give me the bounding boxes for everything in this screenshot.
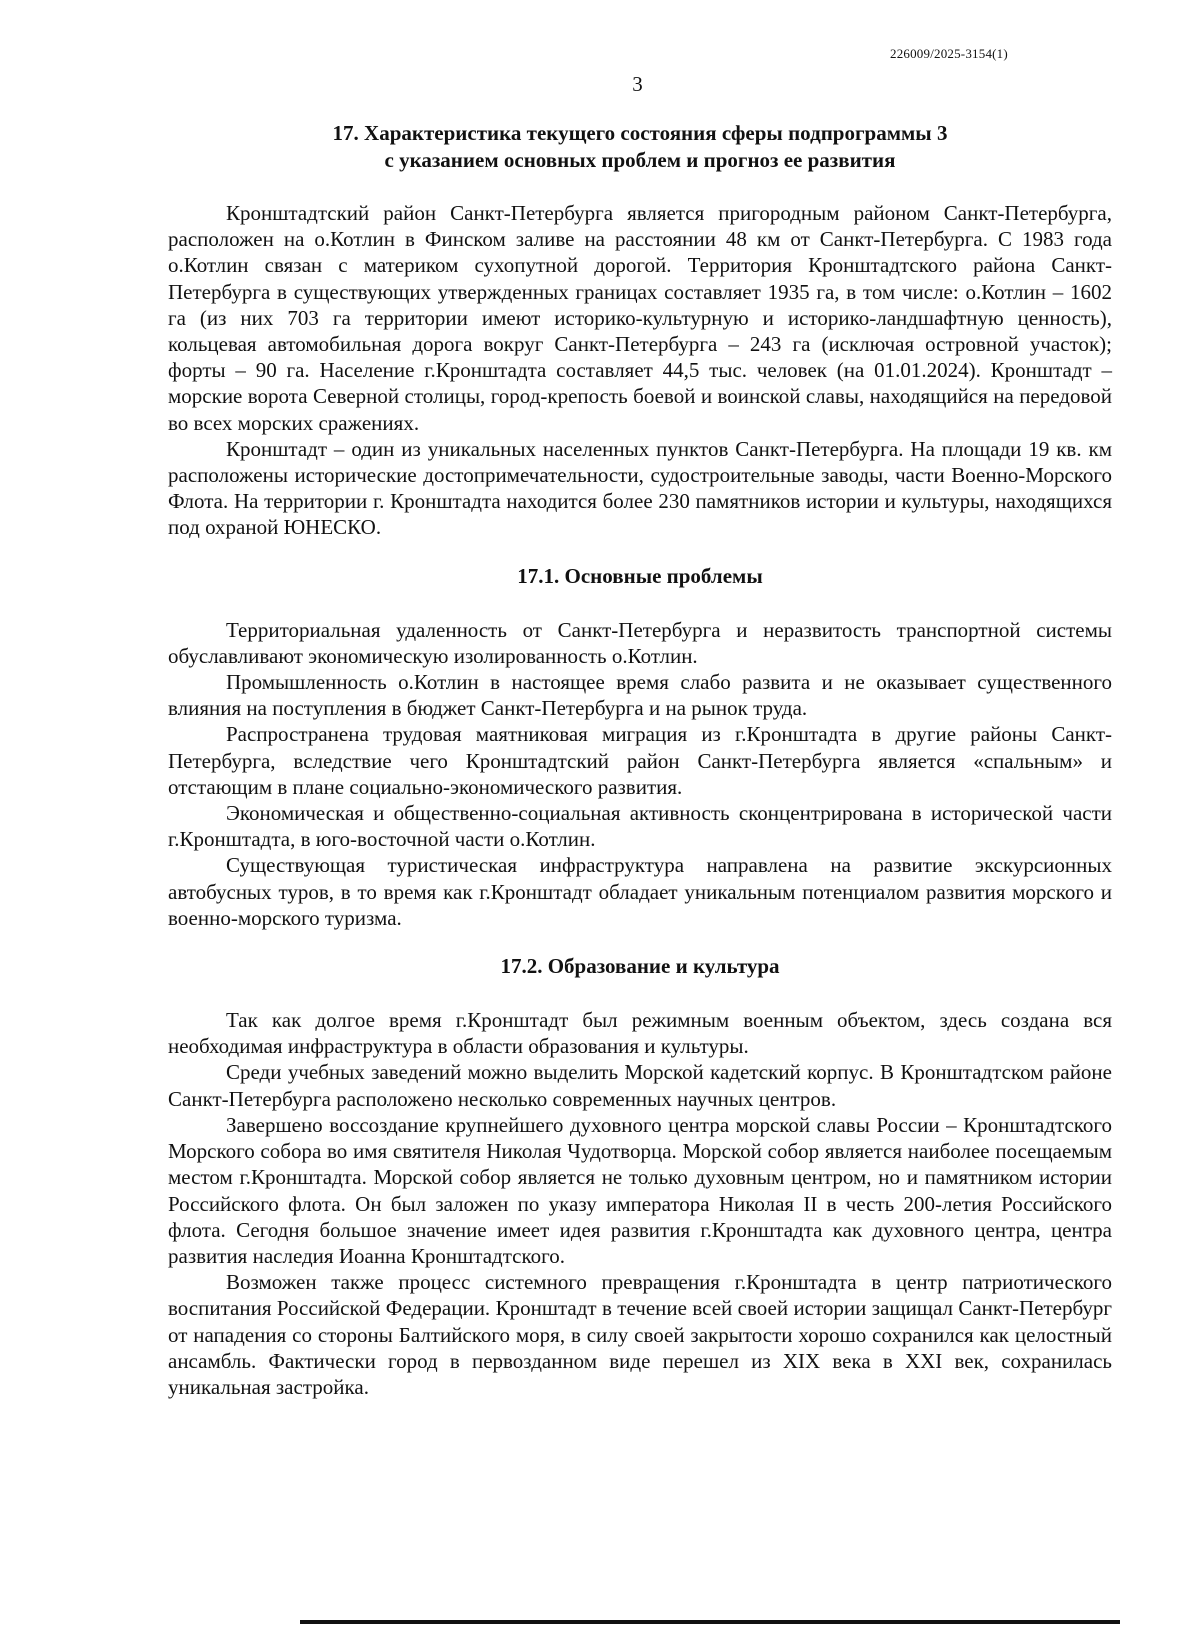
paragraph: Кронштадт – один из уникальных населенных пунктов Санкт-Петербурга. На площади 19 кв. км расположены исторические достопримечательности, судостроительные заводы, части Военно-Морского Флота. На территории г. Кронштадта находится более 230 памятников истории и культуры, находящихся под охраной ЮНЕСКО.: [168, 436, 1112, 540]
subsection-heading-education: 17.2. Образование и культура: [500, 954, 780, 979]
subsection-heading-problems: 17.1. Основные проблемы: [517, 563, 763, 588]
paragraph: Экономическая и общественно-социальная активность сконцентрирована в исторической части г.Кронштадта, в юго-восточной части о.Котлин.: [168, 801, 1112, 852]
paragraph: Существующая туристическая инфраструктура направлена на развитие экскурсионных автобусных туров, в то время как г.Кронштадт обладает уникальным потенциалом развития морского и военно-морского туризма.: [168, 853, 1112, 930]
section-heading-line-1: 17. Характеристика текущего состояния сферы подпрограммы 3: [332, 121, 948, 145]
page-number: 3: [632, 72, 643, 96]
paragraph: Промышленность о.Котлин в настоящее время слабо развита и не оказывает существенного влияния на поступления в бюджет Санкт-Петербурга и на рынок труда.: [168, 670, 1112, 721]
document-id: 226009/2025-3154(1): [890, 46, 1008, 61]
section-heading-line-2: с указанием основных проблем и прогноз ее развития: [384, 148, 896, 172]
section-heading: [168, 120, 1112, 174]
paragraph: Кронштадтский район Санкт-Петербурга является пригородным районом Санкт-Петербурга, расположен на о.Котлин в Финском заливе на расстоянии 48 км от Санкт-Петербурга. С 1983 года о.Котлин связан с материком сухопутной дорогой. Территория Кронштадтского района Санкт-Петербурга в существующих утвержденных границах составляет 1935 га, в том числе: о.Котлин – 1602 га (из них 703 га территории имеют историко-культурную и историко-ландшафтную ценность), кольцевая автомобильная дорога вокруг Санкт-Петербурга – 243 га (исключая островной участок); форты – 90 га. Население г.Кронштадта составляет 44,5 тыс. человек (на 01.01.2024). Кронштадт – морские ворота Северной столицы, город-крепость боевой и воинской славы, находящийся на передовой во всех морских сражениях.: [168, 201, 1112, 435]
paragraph: Завершено воссоздание крупнейшего духовного центра морской славы России – Кронштадтского Морского собора во имя святителя Николая Чудотворца. Морской собор является наиболее посещаемым местом г.Кронштадта. Морской собор является не только духовным центром, но и памятником истории Российского флота. Он был заложен по указу императора Николая II в честь 200-летия Российского флота. Сегодня большое значение имеет идея развития г.Кронштадта как духовного центра, центра развития наследия Иоанна Кронштадтского.: [168, 1112, 1112, 1268]
paragraph: Среди учебных заведений можно выделить Морской кадетский корпус. В Кронштадтском районе Санкт-Петербурга расположено несколько современных научных центров.: [168, 1060, 1112, 1111]
paragraph: Распространена трудовая маятниковая миграция из г.Кронштадта в другие районы Санкт-Петербурга, вследствие чего Кронштадтский район Санкт-Петербурга является «спальным» и отстающим в плане социально-экономического развития.: [168, 722, 1112, 799]
page-content: [168, 120, 1112, 1400]
paragraph: Возможен также процесс системного превращения г.Кронштадта в центр патриотического воспитания Российской Федерации. Кронштадт в течение всей своей истории защищал Санкт-Петербург от нападения со стороны Балтийского моря, в силу своей закрытости хорошо сохранился как целостный ансамбль. Фактически город в первозданном виде перешел из XIX века в XXI век, сохранилась уникальная застройка.: [168, 1270, 1112, 1399]
paragraph: Территориальная удаленность от Санкт-Петербурга и неразвитость транспортной системы обуславливают экономическую изолированность о.Котлин.: [168, 617, 1112, 668]
scan-edge-line: [300, 1620, 1120, 1624]
paragraph: Так как долгое время г.Кронштадт был режимным военным объектом, здесь создана вся необходимая инфраструктура в области образования и культуры.: [168, 1008, 1112, 1059]
